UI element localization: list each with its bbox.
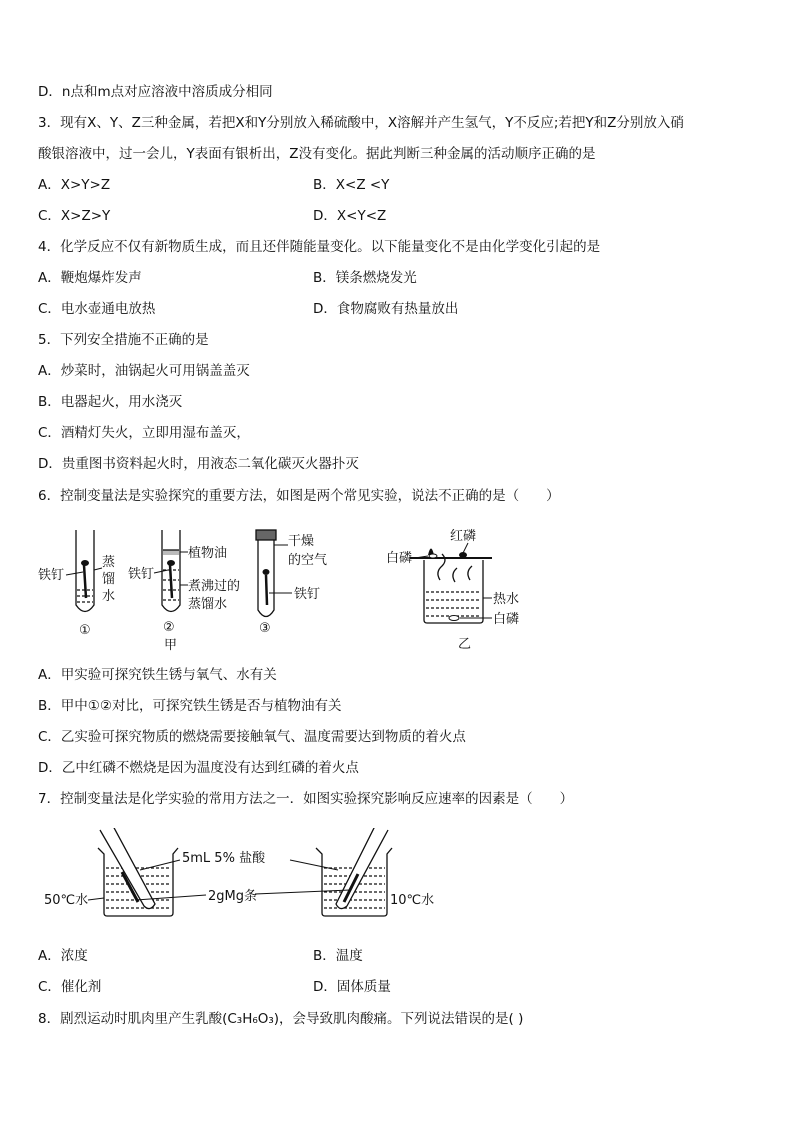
boiled-water-label-2: 蒸馏水 [188,597,228,612]
acid-label: 5mL 5% 盐酸 [182,851,266,866]
group-yi-label: 乙 [458,637,472,652]
dry-air-label-1: 干燥 [288,534,315,549]
nail-label-2: 铁钉 [128,567,155,582]
q5-option-b: B．电器起火，用水浇灭 [38,394,183,410]
distilled-label-c: 水 [102,589,116,604]
hot-water-label: 热水 [493,592,520,607]
group-jia-label: 甲 [164,638,178,653]
q7-option-b: B．温度 [313,948,363,964]
distilled-label-b: 馏 [102,572,116,587]
distilled-label-a: 蒸 [102,555,116,570]
nail-label-3: 铁钉 [294,587,321,602]
tube-3-number: ③ [259,621,271,636]
q3-option-d: D．X<Y<Z [313,208,387,224]
q8-stem: 8．剧烈运动时肌肉里产生乳酸(C₃H₆O₃)，会导致肌肉酸痛。下列说法错误的是( ) [38,1011,524,1027]
q3-option-b: B．X<Z <Y [313,177,390,193]
q5-stem: 5．下列安全措施不正确的是 [38,332,209,348]
q6-figure [30,520,530,655]
q6-stem: 6．控制变量法是实验探究的重要方法，如图是两个常见实验，说法不正确的是（ ） [38,488,560,504]
q5-option-d: D．贵重图书资料起火时，用液态二氧化碳灭火器扑灭 [38,456,359,472]
q5-option-c: C．酒精灯失火，立即用湿布盖灭， [38,425,250,441]
beaker-left [98,828,178,916]
tube-1 [76,530,94,612]
q3-stem-line2: 酸银溶液中，过一会儿，Y表面有银析出，Z没有变化。据此判断三种金属的活动顺序正确的是 [38,146,596,162]
q4-option-c: C．电水壶通电放热 [38,301,156,317]
red-phosphorus-label: 红磷 [450,529,477,544]
white-phosphorus-bottom-label: 白磷 [493,612,520,627]
q6-option-b: B．甲中①②对比，可探究铁生锈是否与植物油有关 [38,698,342,714]
nail-label-1: 铁钉 [38,568,65,583]
q4-option-b: B．镁条燃烧发光 [313,270,417,286]
oil-label: 植物油 [188,546,228,561]
tube-2-number: ② [163,620,175,635]
beaker-yi [410,554,492,623]
q4-option-a: A．鞭炮爆炸发声 [38,270,142,286]
q7-option-a: A．浓度 [38,948,88,964]
q2-option-d: D．n点和m点对应溶液中溶质成分相同 [38,84,273,100]
q3-option-a: A．X>Y>Z [38,177,111,193]
q7-figure [40,828,460,923]
q7-option-d: D．固体质量 [313,979,391,995]
beaker-right [316,828,392,916]
q7-stem: 7．控制变量法是化学实验的常用方法之一．如图实验探究影响反应速率的因素是（ ） [38,791,574,807]
mg-label: 2gMg条 [208,889,257,904]
q4-stem: 4．化学反应不仅有新物质生成，而且还伴随能量变化。以下能量变化不是由化学变化引起的是 [38,239,601,255]
q3-option-c: C．X>Z>Y [38,208,111,224]
tube-1-number: ① [79,623,91,638]
q4-option-d: D．食物腐败有热量放出 [313,301,459,317]
q5-option-a: A．炒菜时，油锅起火可用锅盖盖灭 [38,363,250,379]
q7-option-c: C．催化剂 [38,979,102,995]
white-phosphorus-top-label: 白磷 [386,551,413,566]
q3-stem-line1: 3．现有X、Y、Z三种金属，若把X和Y分别放入稀硫酸中，X溶解并产生氢气，Y不反应;若把Y和Z分别放入硝 [38,115,684,131]
q6-option-c: C．乙实验可探究物质的燃烧需要接触氧气、温度需要达到物质的着火点 [38,729,466,745]
water-10-label: 10℃水 [390,893,435,908]
dry-air-label-2: 的空气 [288,553,328,568]
q6-option-d: D．乙中红磷不燃烧是因为温度没有达到红磷的着火点 [38,760,359,776]
boiled-water-label-1: 煮沸过的 [188,579,241,594]
water-50-label: 50℃水 [44,893,89,908]
q6-option-a: A．甲实验可探究铁生锈与氧气、水有关 [38,667,277,683]
